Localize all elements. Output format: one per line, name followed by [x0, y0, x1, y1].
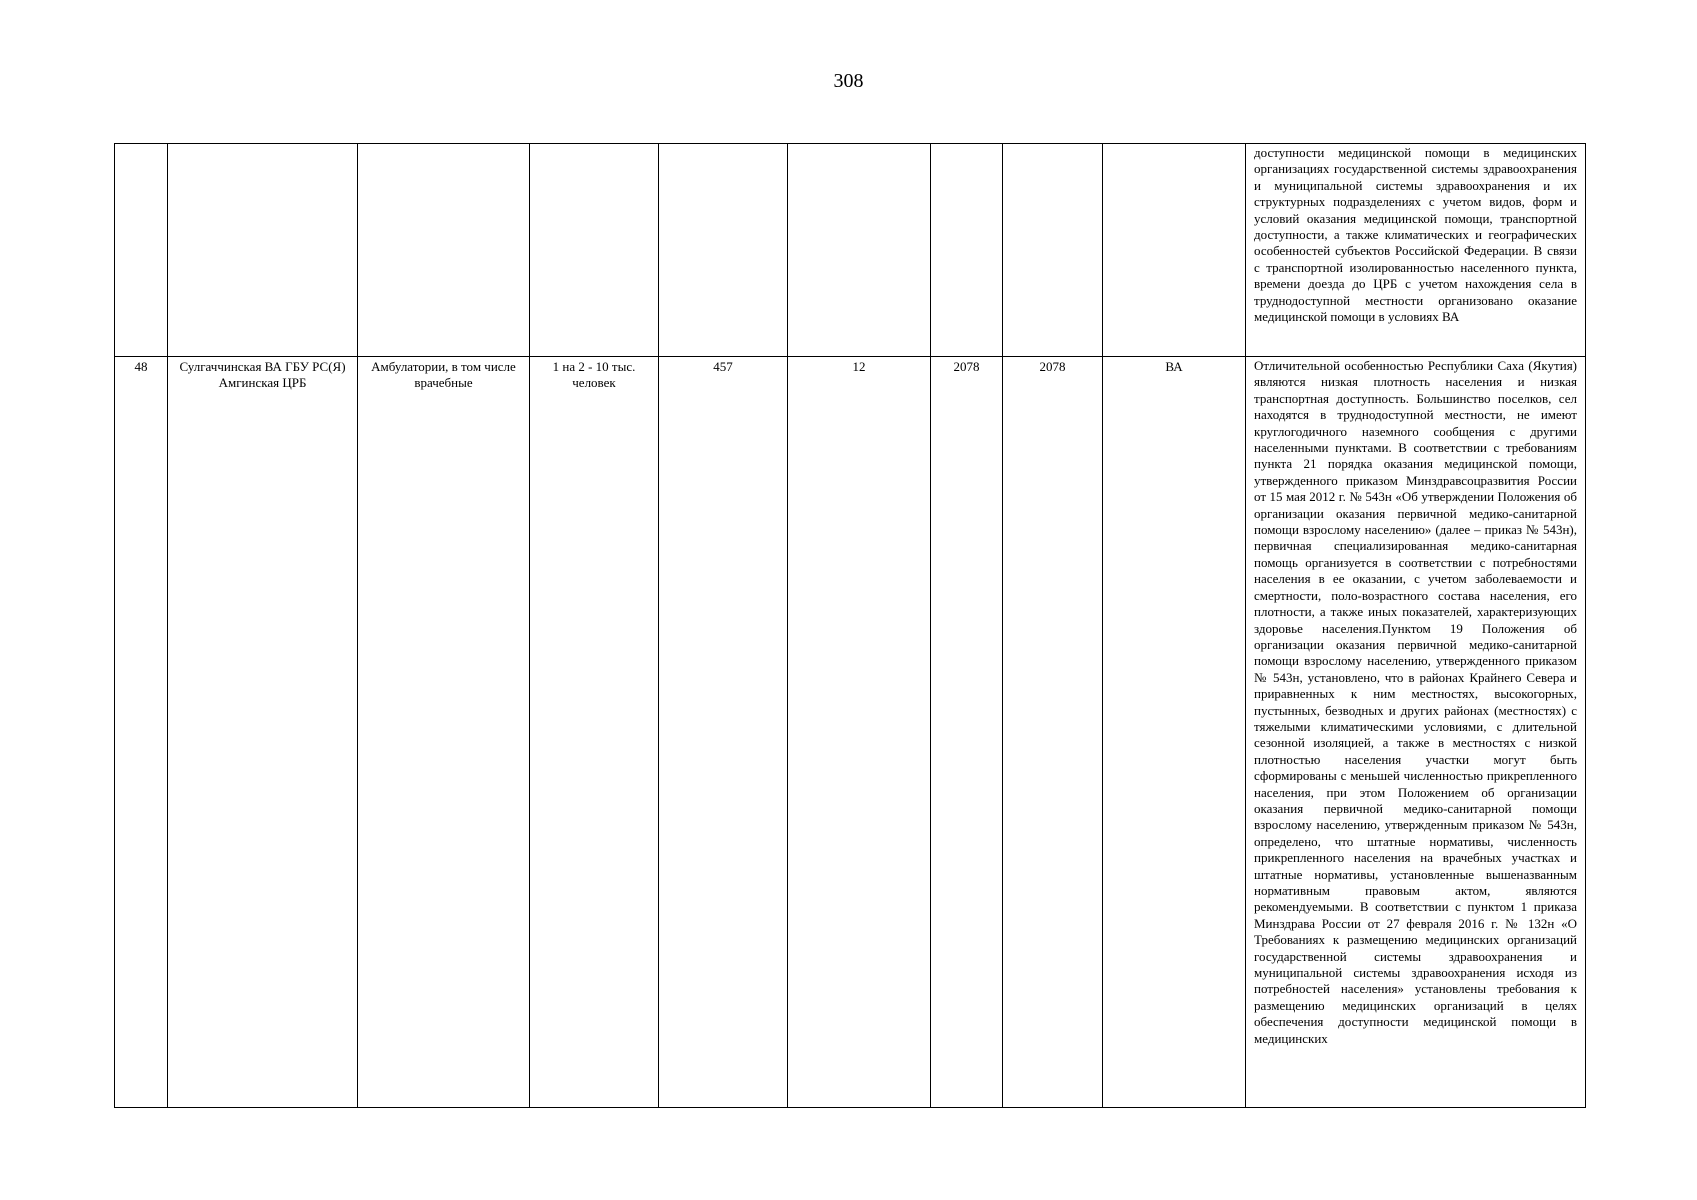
cell-population-b: 2078	[1003, 357, 1103, 1108]
facility-table	[114, 143, 1586, 1108]
cell-population-b	[1003, 144, 1103, 357]
cell-code: ВА	[1103, 357, 1246, 1108]
cell-norm: 1 на 2 - 10 тыс. человек	[530, 357, 659, 1108]
cell-number: 48	[115, 357, 168, 1108]
cell-population-a	[931, 144, 1003, 357]
cell-description: Отличительной особенностью Республики Саха (Якутия) являются низкая плотность населения и низкая транспортная доступность. Большинство поселков, сел находятся в труднодоступной местности, не имеют круглогодичного наземного сообщения с другими населенными пунктами. В соответствии с требованиям пункта 21 порядка оказания медицинской помощи, утвержденного приказом Минздравсоцразвития России от 15 мая 2012 г. № 543н «Об утверждении Положения об организации оказания первичной медико-санитарной помощи взрослому населению» (далее – приказ № 543н), первичная специализированная медико-санитарная помощь организуется в соответствии с потребностями населения в ее оказании, с учетом заболеваемости и смертности, поло-возрастного состава населения, его плотности, а также иных показателей, характеризующих здоровье населения.Пунктом 19 Положения об организации оказания первичной медико-санитарной помощи взрослому населению, утвержденного приказом № 543н, установлено, что в районах Крайнего Севера и приравненных к ним местностях, высокогорных, пустынных, безводных и других районах (местностях) с тяжелыми климатическими условиями, с длительной сезонной изоляцией, а также в местностях с низкой плотностью населения участки могут быть сформированы с меньшей численностью прикрепленного населения, при этом Положением об организации оказания первичной медико-санитарной помощи взрослому населению, утвержденным приказом № 543н, определено, что штатные нормативы, численность прикрепленного населения на врачебных участках и штатные нормативы, установленные вышеназванным нормативным правовым актом, являются рекомендуемыми. В соответствии с пунктом 1 приказа Минздрава России от 27 февраля 2016 г. № 132н «О Требованиях к размещению медицинских организаций государственной системы здравоохранения и муниципальной системы здравоохранения исходя из потребностей населения» установлены требования к размещению медицинских организаций в целях обеспечения доступности медицинской помощи в медицинских	[1246, 357, 1586, 1108]
cell-norm	[530, 144, 659, 357]
cell-distance: 457	[659, 357, 788, 1108]
cell-facility-name: Сулгаччинская ВА ГБУ РС(Я) Амгинская ЦРБ	[168, 357, 358, 1108]
cell-facility-name	[168, 144, 358, 357]
cell-time: 12	[788, 357, 931, 1108]
cell-time	[788, 144, 931, 357]
cell-number	[115, 144, 168, 357]
cell-population-a: 2078	[931, 357, 1003, 1108]
table-row	[115, 357, 1586, 1108]
cell-facility-type: Амбулатории, в том числе врачебные	[358, 357, 530, 1108]
cell-code	[1103, 144, 1246, 357]
table-row	[115, 144, 1586, 357]
cell-distance	[659, 144, 788, 357]
cell-facility-type	[358, 144, 530, 357]
cell-description: доступности медицинской помощи в медицинских организациях государственной системы здравоохранения и муниципальной системы здравоохранения и их структурных подразделениях с учетом видов, форм и условий оказания медицинской помощи, транспортной доступности, а также климатических и географических особенностей субъектов Российской Федерации. В связи с транспортной изолированностью населенного пункта, времени доезда до ЦРБ с учетом нахождения села в труднодоступной местности организовано оказание медицинской помощи в условиях ВА	[1246, 144, 1586, 357]
page-number: 308	[833, 70, 864, 92]
